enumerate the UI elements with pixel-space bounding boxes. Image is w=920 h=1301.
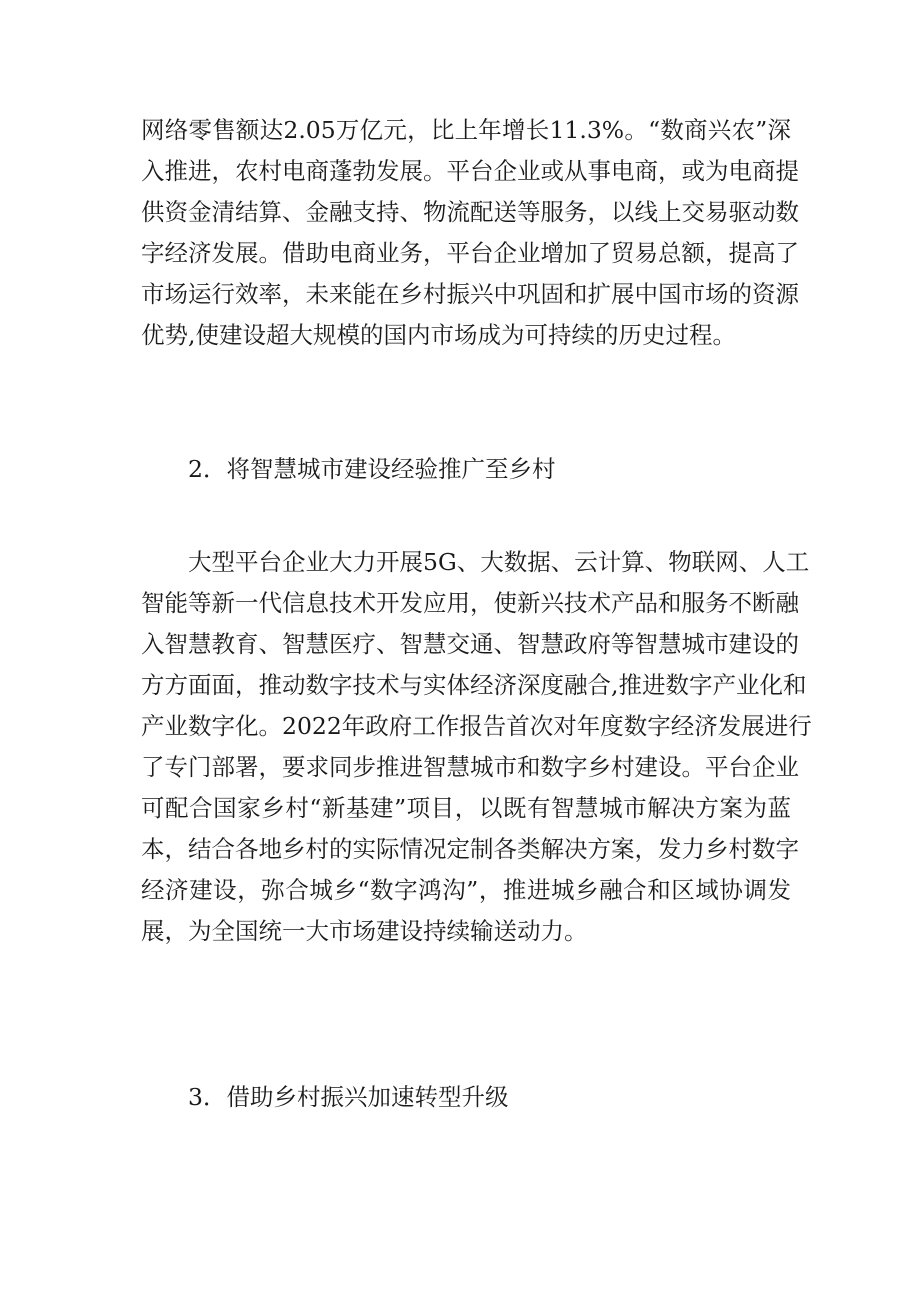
paragraph-line: 展，为全国统一大市场建设持续输送动力。 (141, 917, 588, 945)
paragraph-line: 入智慧教育、智慧医疗、智慧交通、智慧政府等智慧城市建设的 (141, 630, 799, 658)
paragraph-line: 可配合国家乡村“新基建”项目，以既有智慧城市解决方案为蓝 (141, 794, 791, 822)
body-paragraph-1 (141, 110, 799, 356)
section-heading-2: 2．将智慧城市建设经验推广至乡村 (188, 455, 556, 483)
paragraph-line: 方方面面，推动数字技术与实体经济深度融合,推进数字产业化和 (141, 671, 807, 699)
paragraph-line: 经济建设，弥合城乡“数字鸿沟”，推进城乡融合和区域协调发 (141, 876, 791, 904)
paragraph-line: 智能等新一代信息技术开发应用，使新兴技术产品和服务不断融 (141, 589, 799, 617)
paragraph-line: 市场运行效率，未来能在乡村振兴中巩固和扩展中国市场的资源 (141, 280, 799, 308)
paragraph-line: 优势,使建设超大规模的国内市场成为可持续的历史过程。 (141, 321, 736, 349)
paragraph-line: 大型平台企业大力开展5G、大数据、云计算、物联网、人工 (188, 548, 810, 576)
paragraph-line: 产业数字化。2022年政府工作报告首次对年度数字经济发展进行 (141, 712, 812, 740)
section-heading-3: 3．借助乡村振兴加速转型升级 (188, 1083, 509, 1111)
paragraph-line: 了专门部署，要求同步推进智慧城市和数字乡村建设。平台企业 (141, 753, 799, 781)
paragraph-line: 网络零售额达2.05万亿元，比上年增长11.3%。“数商兴农”深 (141, 116, 791, 144)
paragraph-line: 本，结合各地乡村的实际情况定制各类解决方案，发力乡村数字 (141, 835, 799, 863)
paragraph-line: 入推进，农村电商蓬勃发展。平台企业或从事电商，或为电商提 (141, 157, 799, 185)
paragraph-line: 字经济发展。借助电商业务，平台企业增加了贸易总额，提高了 (141, 239, 799, 267)
body-paragraph-2 (141, 542, 812, 952)
paragraph-line: 供资金清结算、金融支持、物流配送等服务，以线上交易驱动数 (141, 198, 799, 226)
